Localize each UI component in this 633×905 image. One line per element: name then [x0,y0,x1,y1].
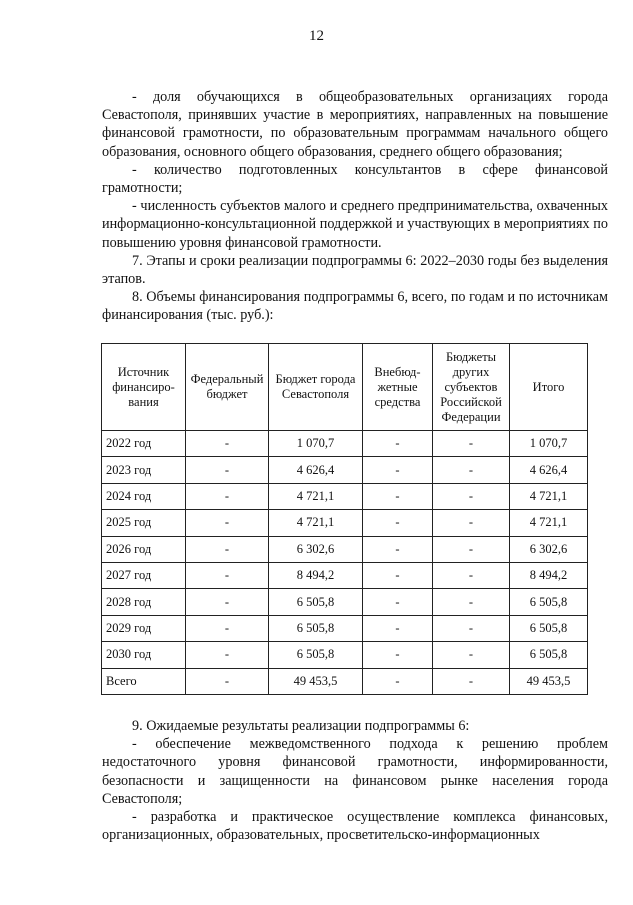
cell-year: 2029 год [102,615,186,641]
paragraph-result-development: - разработка и практическое осуществление комплекса финансовых, организационных, образовательных, просветительско-информационных [102,809,608,844]
table-row [102,589,588,615]
cell-city-budget: 6 505,8 [269,642,363,668]
cell-extrabudgetary: - [363,615,433,641]
table-row [102,668,588,694]
cell-total: 6 302,6 [510,536,588,562]
cell-federal: - [186,562,269,588]
cell-federal: - [186,457,269,483]
cell-city-budget: 4 721,1 [269,483,363,509]
cell-year: 2022 год [102,431,186,457]
cell-federal: - [186,536,269,562]
cell-extrabudgetary: - [363,483,433,509]
paragraph-indicator-students: - доля обучающихся в общеобразовательных организациях города Севастополя, принявших участие в мероприятиях, направленных на повышение финансовой грамотности, по образовательным программам начального общего образования, основного общего образования, среднего общего образования; [102,89,608,160]
cell-city-budget: 4 721,1 [269,510,363,536]
cell-extrabudgetary: - [363,536,433,562]
header-federal: Федеральный бюджет [186,344,269,431]
cell-other-subjects: - [433,510,510,536]
cell-total: 6 505,8 [510,589,588,615]
table-row [102,457,588,483]
paragraph-indicator-sme: - численность субъектов малого и среднего предпринимательства, охваченных информационно-консультационной поддержкой и участвующих в мероприятиях по повышению уровня финансовой грамотности. [102,198,608,251]
header-city-budget: Бюджет города Севастополя [269,344,363,431]
cell-other-subjects: - [433,562,510,588]
table-row [102,431,588,457]
cell-city-budget: 8 494,2 [269,562,363,588]
paragraph-indicator-consultants: - количество подготовленных консультантов в сфере финансовой грамотности; [102,161,608,197]
cell-other-subjects: - [433,589,510,615]
cell-extrabudgetary: - [363,562,433,588]
cell-federal: - [186,510,269,536]
cell-total: 1 070,7 [510,431,588,457]
paragraph-financing: 8. Объемы финансирования подпрограммы 6, всего, по годам и по источникам финансирования (тыс. руб.): [102,289,608,324]
paragraph-result-interagency: - обеспечение межведомственного подхода к решению проблем недостаточного уровня финансовой грамотности, информированности, безопасности и защищенности на финансовом рынке населения города Севастополя; [102,736,608,807]
cell-year: 2024 год [102,483,186,509]
cell-city-budget: 4 626,4 [269,457,363,483]
cell-extrabudgetary: - [363,431,433,457]
cell-total: 6 505,8 [510,642,588,668]
table-row [102,536,588,562]
cell-other-subjects: - [433,536,510,562]
cell-city-budget: 6 302,6 [269,536,363,562]
cell-federal: - [186,642,269,668]
cell-city-budget: 1 070,7 [269,431,363,457]
cell-total: 8 494,2 [510,562,588,588]
table-row [102,615,588,641]
table-row [102,642,588,668]
cell-year: 2030 год [102,642,186,668]
header-other-subjects: Бюджеты других субъектов Российской Федерации [433,344,510,431]
cell-city-budget: 6 505,8 [269,615,363,641]
cell-federal: - [186,668,269,694]
cell-extrabudgetary: - [363,457,433,483]
table-row [102,510,588,536]
cell-year: Всего [102,668,186,694]
cell-year: 2028 год [102,589,186,615]
cell-city-budget: 6 505,8 [269,589,363,615]
cell-extrabudgetary: - [363,510,433,536]
cell-year: 2027 год [102,562,186,588]
cell-extrabudgetary: - [363,589,433,615]
cell-federal: - [186,589,269,615]
cell-year: 2025 год [102,510,186,536]
header-total: Итого [510,344,588,431]
cell-extrabudgetary: - [363,642,433,668]
table-row [102,483,588,509]
cell-year: 2026 год [102,536,186,562]
cell-other-subjects: - [433,668,510,694]
cell-extrabudgetary: - [363,668,433,694]
table-header-row [102,344,588,431]
cell-other-subjects: - [433,457,510,483]
cell-year: 2023 год [102,457,186,483]
top-text-block [102,88,608,325]
cell-total: 4 626,4 [510,457,588,483]
cell-total: 49 453,5 [510,668,588,694]
table-row [102,562,588,588]
cell-federal: - [186,431,269,457]
page-number: 12 [309,28,324,44]
paragraph-stages: 7. Этапы и сроки реализации подпрограммы 6: 2022–2030 годы без выделения этапов. [102,252,608,288]
bottom-text-block [102,717,608,844]
cell-other-subjects: - [433,431,510,457]
cell-total: 4 721,1 [510,510,588,536]
cell-total: 6 505,8 [510,615,588,641]
cell-other-subjects: - [433,483,510,509]
header-extrabudgetary: Внебюд-жетные средства [363,344,433,431]
cell-total: 4 721,1 [510,483,588,509]
cell-federal: - [186,483,269,509]
header-source: Источник финансиро-вания [102,344,186,431]
financing-table [101,343,588,695]
cell-other-subjects: - [433,615,510,641]
cell-other-subjects: - [433,642,510,668]
cell-federal: - [186,615,269,641]
cell-city-budget: 49 453,5 [269,668,363,694]
paragraph-expected-results: 9. Ожидаемые результаты реализации подпрограммы 6: [132,718,470,734]
